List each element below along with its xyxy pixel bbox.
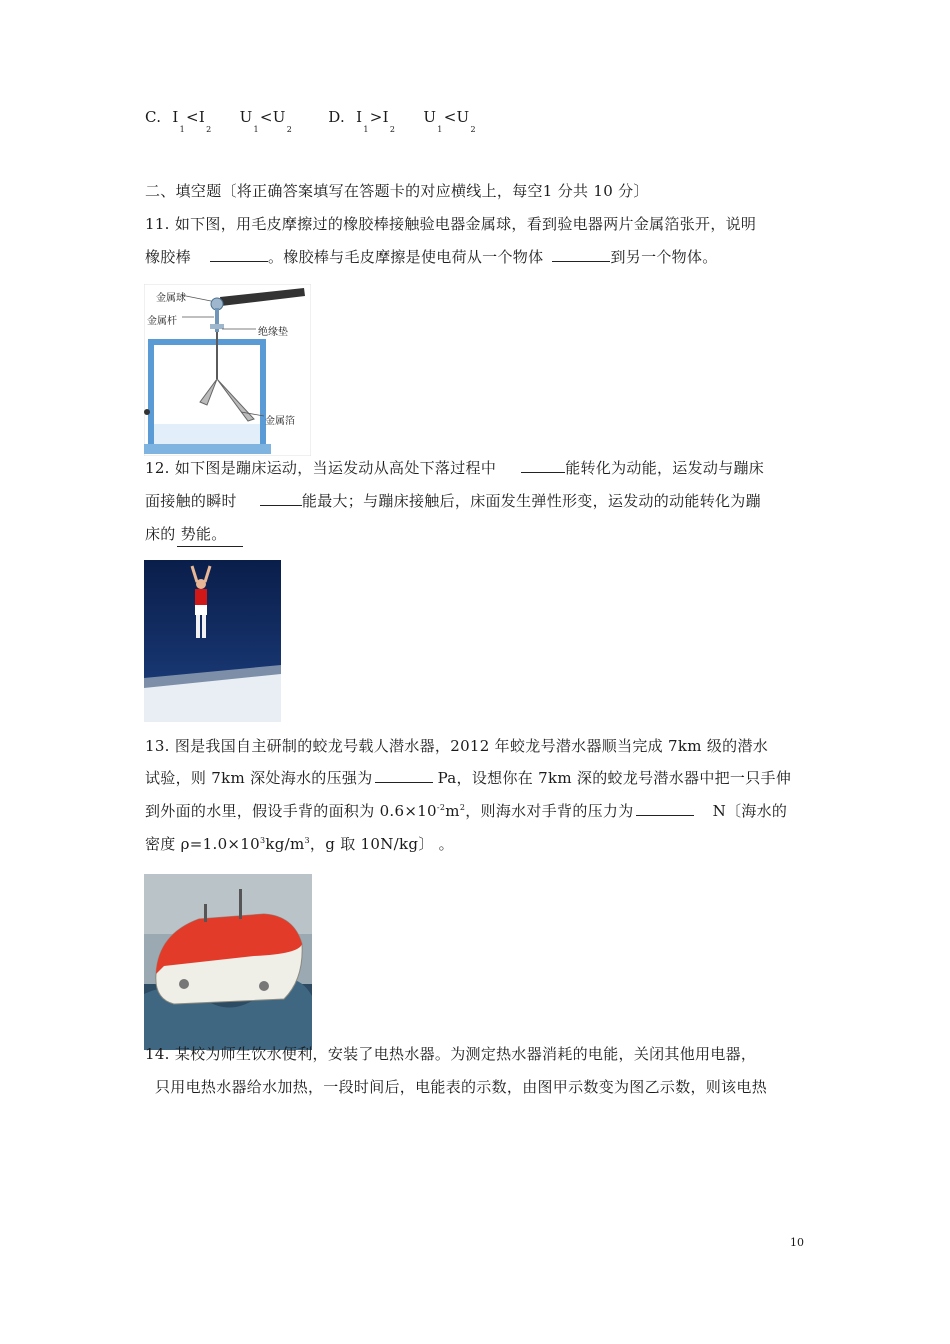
q12-blank-3[interactable]	[177, 532, 243, 547]
label-metal-rod: 金属杆	[147, 316, 177, 327]
q12-line3: 床的 势能。	[145, 523, 227, 544]
q11-line1: 11. 如下图，用毛皮摩擦过的橡胶棒接触验电器金属球，看到验电器两片金属箔张开，说明	[145, 215, 757, 233]
q13-line3: 到外面的水里，假设手背的面积为 $0.6\times 10^{-2}m^2$，则海水对手背的压力为 N〔海水的	[145, 802, 788, 820]
label-metal-ball: 金属球	[156, 293, 186, 304]
q12-blank-1[interactable]	[521, 458, 565, 473]
q12-blank-2[interactable]	[260, 491, 302, 506]
label-insulator: 绝缘垫	[258, 327, 288, 338]
option-c-label: C.	[145, 108, 162, 126]
electroscope-figure	[144, 284, 311, 456]
submersible-drawing	[144, 874, 312, 1050]
submersible-photo	[144, 874, 312, 1050]
trampoline-photo	[144, 560, 281, 722]
q11-blank-2[interactable]	[552, 247, 610, 262]
q14-line1: 14. 某校为师生饮水便利，安装了电热水器。为测定热水器消耗的电能，关闭其他用电器，	[145, 1045, 757, 1063]
q13-line1: 13. 图是我国自主研制的蛟龙号载人潜水器，2012 年蛟龙号潜水器顺当完成 7km 级的潜水	[145, 737, 769, 755]
q13-blank-2[interactable]	[636, 801, 694, 816]
q13-blank-1[interactable]	[375, 768, 433, 783]
q14-line2: 只用电热水器给水加热，一段时间后，电能表的示数，由图甲示数变为图乙示数，则该电热	[155, 1078, 768, 1096]
page-number: 10	[790, 1236, 804, 1249]
electroscope-drawing	[144, 284, 311, 456]
q11-blank-1[interactable]	[210, 247, 268, 262]
q11-line2: 橡胶棒 。橡胶棒与毛皮摩擦是使电荷从一个物体 到另一个物体。	[145, 248, 718, 266]
option-c-d-row: C. $I_1<I_2$ $U_1<U_2$ D. $I_1>I_2$ $U_1<U_2$	[145, 108, 476, 134]
q12-line2: 面接触的瞬时 能最大；与蹦床接触后，床面发生弹性形变，运发动的动能转化为蹦	[145, 492, 761, 510]
trampoline-drawing	[144, 560, 281, 722]
option-d-label: D.	[328, 108, 346, 126]
label-metal-foil: 金属箔	[265, 416, 295, 427]
q13-line2: 试验，则 7km 深处海水的压强为 Pa，设想你在 7km 深的蛟龙号潜水器中把一只手伸	[145, 769, 792, 787]
q13-line4: 密度 $\rho=1.0\times 10^3kg/m^3$，g 取 10N/kg〕 。	[145, 835, 454, 853]
section-header: 二、填空题〔将正确答案填写在答题卡的对应横线上，每空1 分共 10 分〕	[145, 182, 649, 200]
q12-line1: 12. 如下图是蹦床运动，当运发动从高处下落过程中 能转化为动能，运发动与蹦床	[145, 459, 765, 477]
